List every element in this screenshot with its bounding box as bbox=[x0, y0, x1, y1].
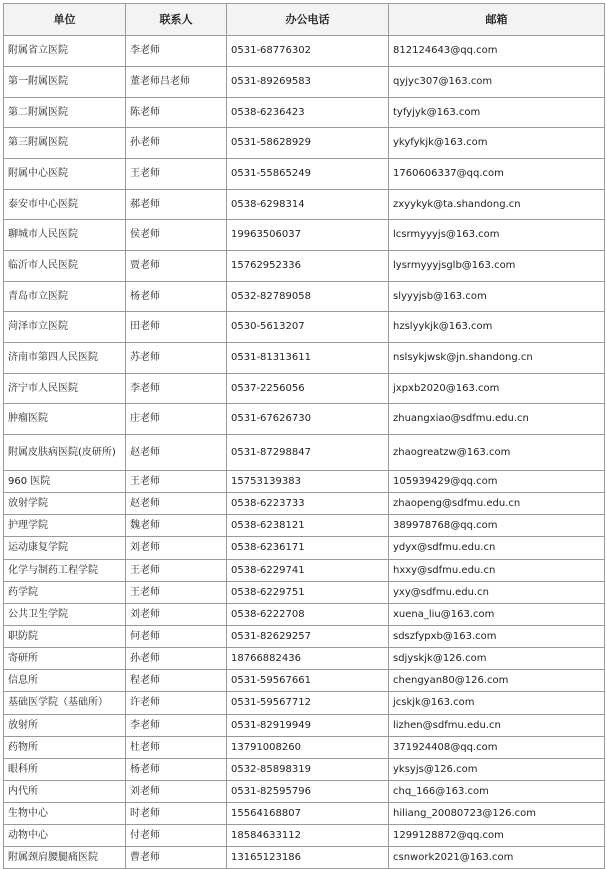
contact-cell: 孙老师 bbox=[126, 128, 227, 159]
table-row bbox=[4, 312, 605, 343]
header-email: 邮箱 bbox=[389, 4, 605, 36]
phone-cell: 0538-6236171 bbox=[227, 537, 389, 560]
phone-cell: 13791008260 bbox=[227, 737, 389, 759]
phone-cell: 13165123186 bbox=[227, 847, 389, 869]
table-row bbox=[4, 471, 605, 493]
table-row bbox=[4, 515, 605, 537]
contact-cell: 田老师 bbox=[126, 312, 227, 343]
table-row bbox=[4, 98, 605, 128]
contact-cell: 程老师 bbox=[126, 670, 227, 692]
phone-cell: 0538-6229751 bbox=[227, 582, 389, 604]
table-row bbox=[4, 128, 605, 159]
unit-cell: 附属皮肤病医院(皮研所) bbox=[4, 435, 126, 471]
email-cell: 1299128872@qq.com bbox=[389, 825, 605, 847]
phone-cell: 0531-87298847 bbox=[227, 435, 389, 471]
email-cell: lcsrmyyyjs@163.com bbox=[389, 220, 605, 251]
unit-cell: 护理学院 bbox=[4, 515, 126, 537]
table-row bbox=[4, 648, 605, 670]
unit-cell: 肿瘤医院 bbox=[4, 404, 126, 435]
email-cell: zxyykyk@ta.shandong.cn bbox=[389, 190, 605, 220]
contact-cell: 杨老师 bbox=[126, 282, 227, 312]
header-contact: 联系人 bbox=[126, 4, 227, 36]
unit-cell: 信息所 bbox=[4, 670, 126, 692]
table-row bbox=[4, 759, 605, 781]
table-row bbox=[4, 251, 605, 282]
phone-cell: 0531-55865249 bbox=[227, 159, 389, 190]
email-cell: csnwork2021@163.com bbox=[389, 847, 605, 869]
unit-cell: 运动康复学院 bbox=[4, 537, 126, 560]
contact-cell: 赵老师 bbox=[126, 493, 227, 515]
contact-cell: 李老师 bbox=[126, 374, 227, 404]
table-row bbox=[4, 435, 605, 471]
table-row bbox=[4, 560, 605, 582]
contact-cell: 王老师 bbox=[126, 582, 227, 604]
email-cell: ykyfykjk@163.com bbox=[389, 128, 605, 159]
phone-cell: 18584633112 bbox=[227, 825, 389, 847]
email-cell: slyyyjsb@163.com bbox=[389, 282, 605, 312]
email-cell: jcskjk@163.com bbox=[389, 692, 605, 715]
phone-cell: 15753139383 bbox=[227, 471, 389, 493]
unit-cell: 附属颈肩腰腿痛医院 bbox=[4, 847, 126, 869]
phone-cell: 0531-82919949 bbox=[227, 715, 389, 737]
unit-cell: 960 医院 bbox=[4, 471, 126, 493]
email-cell: 389978768@qq.com bbox=[389, 515, 605, 537]
contact-table bbox=[3, 3, 605, 869]
unit-cell: 内代所 bbox=[4, 781, 126, 803]
unit-cell: 附属中心医院 bbox=[4, 159, 126, 190]
email-cell: xuena_liu@163.com bbox=[389, 604, 605, 626]
table-row bbox=[4, 36, 605, 67]
unit-cell: 济南市第四人民医院 bbox=[4, 343, 126, 374]
contact-cell: 王老师 bbox=[126, 471, 227, 493]
phone-cell: 0531-89269583 bbox=[227, 67, 389, 98]
email-cell: zhuangxiao@sdfmu.edu.cn bbox=[389, 404, 605, 435]
phone-cell: 0530-5613207 bbox=[227, 312, 389, 343]
email-cell: lizhen@sdfmu.edu.cn bbox=[389, 715, 605, 737]
phone-cell: 0538-6298314 bbox=[227, 190, 389, 220]
table-row bbox=[4, 715, 605, 737]
email-cell: hzslyykjk@163.com bbox=[389, 312, 605, 343]
table-row bbox=[4, 626, 605, 648]
unit-cell: 放射学院 bbox=[4, 493, 126, 515]
email-cell: 1760606337@qq.com bbox=[389, 159, 605, 190]
unit-cell: 放射所 bbox=[4, 715, 126, 737]
table-body bbox=[4, 36, 605, 869]
unit-cell: 动物中心 bbox=[4, 825, 126, 847]
phone-cell: 0531-59567712 bbox=[227, 692, 389, 715]
table-row bbox=[4, 847, 605, 869]
contact-cell: 李老师 bbox=[126, 36, 227, 67]
phone-cell: 0538-6222708 bbox=[227, 604, 389, 626]
unit-cell: 寄研所 bbox=[4, 648, 126, 670]
table-row bbox=[4, 220, 605, 251]
table-row bbox=[4, 604, 605, 626]
phone-cell: 0532-82789058 bbox=[227, 282, 389, 312]
contact-cell: 王老师 bbox=[126, 560, 227, 582]
email-cell: hiliang_20080723@126.com bbox=[389, 803, 605, 825]
unit-cell: 第二附属医院 bbox=[4, 98, 126, 128]
unit-cell: 药物所 bbox=[4, 737, 126, 759]
contact-cell: 何老师 bbox=[126, 626, 227, 648]
email-cell: lysrmyyyjsglb@163.com bbox=[389, 251, 605, 282]
email-cell: zhaopeng@sdfmu.edu.cn bbox=[389, 493, 605, 515]
header-phone: 办公电话 bbox=[227, 4, 389, 36]
email-cell: 371924408@qq.com bbox=[389, 737, 605, 759]
table-row bbox=[4, 803, 605, 825]
phone-cell: 0531-68776302 bbox=[227, 36, 389, 67]
phone-cell: 0538-6229741 bbox=[227, 560, 389, 582]
contact-cell: 孙老师 bbox=[126, 648, 227, 670]
email-cell: chq_166@163.com bbox=[389, 781, 605, 803]
phone-cell: 0531-58628929 bbox=[227, 128, 389, 159]
contact-cell: 庄老师 bbox=[126, 404, 227, 435]
phone-cell: 15762952336 bbox=[227, 251, 389, 282]
contact-cell: 时老师 bbox=[126, 803, 227, 825]
email-cell: hxxy@sdfmu.edu.cn bbox=[389, 560, 605, 582]
email-cell: jxpxb2020@163.com bbox=[389, 374, 605, 404]
phone-cell: 15564168807 bbox=[227, 803, 389, 825]
unit-cell: 眼科所 bbox=[4, 759, 126, 781]
email-cell: sdszfypxb@163.com bbox=[389, 626, 605, 648]
phone-cell: 0531-82629257 bbox=[227, 626, 389, 648]
email-cell: yksyjs@126.com bbox=[389, 759, 605, 781]
email-cell: 812124643@qq.com bbox=[389, 36, 605, 67]
email-cell: zhaogreatzw@163.com bbox=[389, 435, 605, 471]
email-cell: sdjyskjk@126.com bbox=[389, 648, 605, 670]
contact-cell: 李老师 bbox=[126, 715, 227, 737]
table-row bbox=[4, 825, 605, 847]
unit-cell: 公共卫生学院 bbox=[4, 604, 126, 626]
unit-cell: 聊城市人民医院 bbox=[4, 220, 126, 251]
phone-cell: 0531-82595796 bbox=[227, 781, 389, 803]
contact-cell: 曹老师 bbox=[126, 847, 227, 869]
table-row bbox=[4, 343, 605, 374]
phone-cell: 0537-2256056 bbox=[227, 374, 389, 404]
contact-cell: 魏老师 bbox=[126, 515, 227, 537]
table-row bbox=[4, 781, 605, 803]
unit-cell: 附属省立医院 bbox=[4, 36, 126, 67]
contact-cell: 郝老师 bbox=[126, 190, 227, 220]
phone-cell: 0532-85898319 bbox=[227, 759, 389, 781]
phone-cell: 0531-59567661 bbox=[227, 670, 389, 692]
table-row bbox=[4, 582, 605, 604]
contact-cell: 刘老师 bbox=[126, 781, 227, 803]
contact-cell: 侯老师 bbox=[126, 220, 227, 251]
contact-cell: 赵老师 bbox=[126, 435, 227, 471]
unit-cell: 生物中心 bbox=[4, 803, 126, 825]
table-row bbox=[4, 282, 605, 312]
contact-cell: 董老师吕老师 bbox=[126, 67, 227, 98]
contact-cell: 杨老师 bbox=[126, 759, 227, 781]
table-row bbox=[4, 190, 605, 220]
phone-cell: 18766882436 bbox=[227, 648, 389, 670]
table-row bbox=[4, 67, 605, 98]
table-row bbox=[4, 737, 605, 759]
unit-cell: 化学与制药工程学院 bbox=[4, 560, 126, 582]
unit-cell: 济宁市人民医院 bbox=[4, 374, 126, 404]
unit-cell: 泰安市中心医院 bbox=[4, 190, 126, 220]
contact-cell: 苏老师 bbox=[126, 343, 227, 374]
table-row bbox=[4, 159, 605, 190]
email-cell: qyjyc307@163.com bbox=[389, 67, 605, 98]
email-cell: yxy@sdfmu.edu.cn bbox=[389, 582, 605, 604]
phone-cell: 0531-81313611 bbox=[227, 343, 389, 374]
email-cell: ydyx@sdfmu.edu.cn bbox=[389, 537, 605, 560]
table-row bbox=[4, 537, 605, 560]
table-row bbox=[4, 670, 605, 692]
email-cell: 105939429@qq.com bbox=[389, 471, 605, 493]
contact-cell: 陈老师 bbox=[126, 98, 227, 128]
table-row bbox=[4, 374, 605, 404]
phone-cell: 0538-6236423 bbox=[227, 98, 389, 128]
phone-cell: 0531-67626730 bbox=[227, 404, 389, 435]
header-row bbox=[4, 4, 605, 36]
contact-cell: 许老师 bbox=[126, 692, 227, 715]
table-row bbox=[4, 404, 605, 435]
unit-cell: 基础医学院（基础所） bbox=[4, 692, 126, 715]
table-row bbox=[4, 493, 605, 515]
email-cell: chengyan80@126.com bbox=[389, 670, 605, 692]
phone-cell: 19963506037 bbox=[227, 220, 389, 251]
unit-cell: 药学院 bbox=[4, 582, 126, 604]
contact-cell: 刘老师 bbox=[126, 537, 227, 560]
unit-cell: 第一附属医院 bbox=[4, 67, 126, 98]
unit-cell: 第三附属医院 bbox=[4, 128, 126, 159]
unit-cell: 职防院 bbox=[4, 626, 126, 648]
contact-cell: 刘老师 bbox=[126, 604, 227, 626]
table-row bbox=[4, 692, 605, 715]
contact-cell: 贾老师 bbox=[126, 251, 227, 282]
contact-cell: 杜老师 bbox=[126, 737, 227, 759]
contact-cell: 付老师 bbox=[126, 825, 227, 847]
phone-cell: 0538-6223733 bbox=[227, 493, 389, 515]
header-unit: 单位 bbox=[4, 4, 126, 36]
email-cell: tyfyjyk@163.com bbox=[389, 98, 605, 128]
phone-cell: 0538-6238121 bbox=[227, 515, 389, 537]
unit-cell: 临沂市人民医院 bbox=[4, 251, 126, 282]
unit-cell: 菏泽市立医院 bbox=[4, 312, 126, 343]
unit-cell: 青岛市立医院 bbox=[4, 282, 126, 312]
email-cell: nslsykjwsk@jn.shandong.cn bbox=[389, 343, 605, 374]
contact-cell: 王老师 bbox=[126, 159, 227, 190]
